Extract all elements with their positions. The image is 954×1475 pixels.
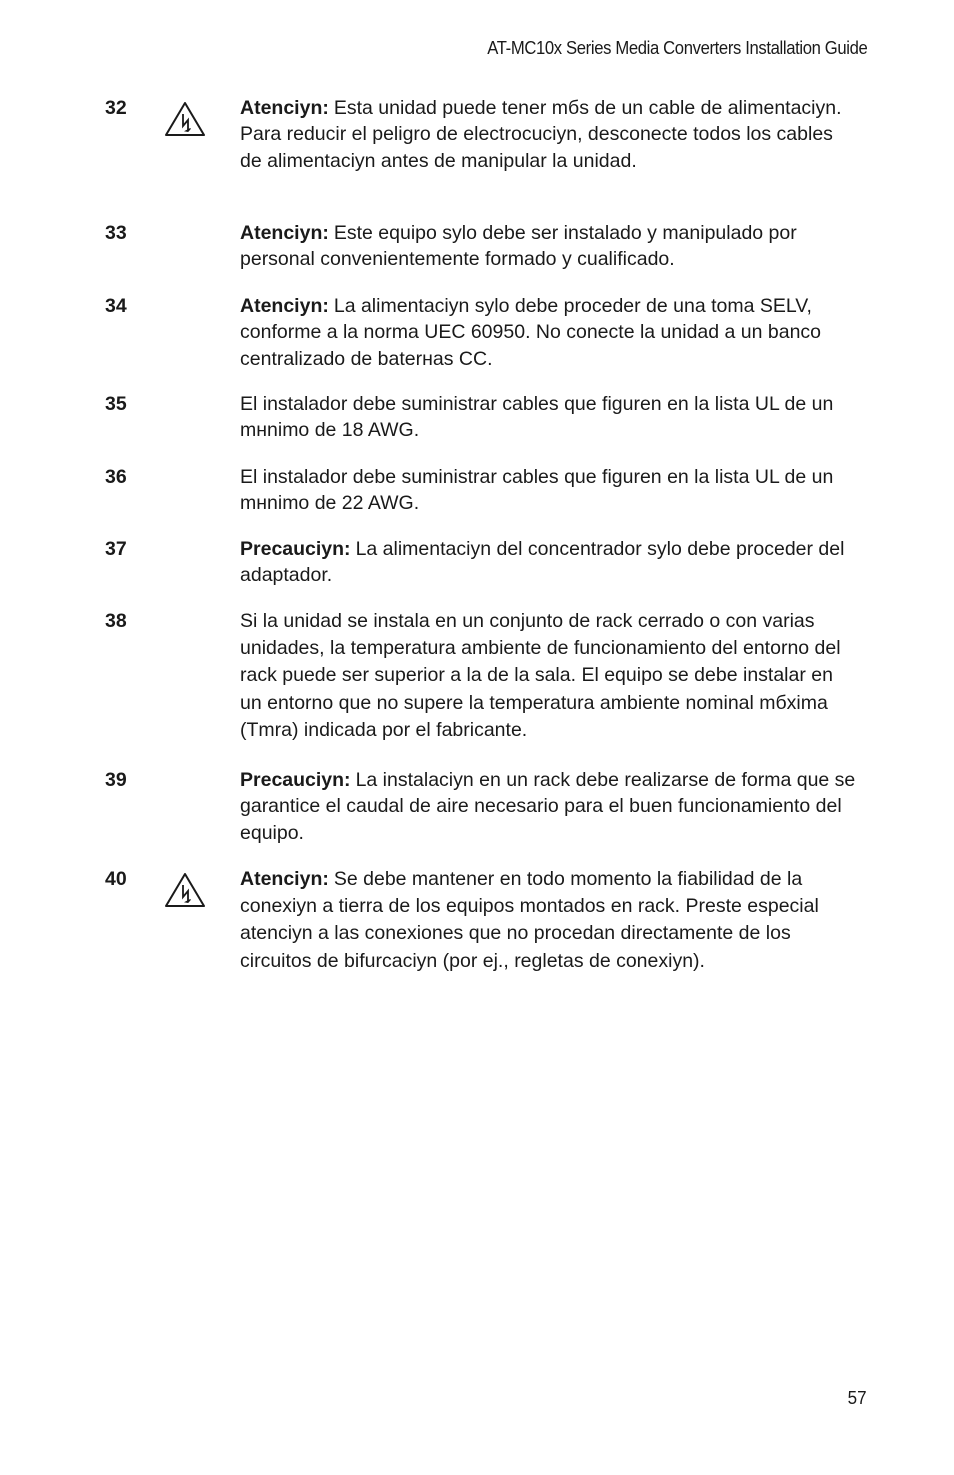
electrical-hazard-warning-icon bbox=[164, 872, 206, 908]
page-number: 57 bbox=[848, 1387, 867, 1408]
item-lead-label: Atenciyn: bbox=[240, 868, 329, 890]
item-body: Este equipo sylo debe ser instalado y manipulado por personal convenientemente formado y cualificado. bbox=[240, 222, 797, 271]
item-lead-label: Precauciyn: bbox=[240, 769, 351, 791]
item-body: El instalador debe suministrar cables que figuren en la lista UL de un mнnimo de 22 AWG. bbox=[240, 466, 834, 515]
item-text bbox=[240, 608, 860, 744]
item-lead-label: Atenciyn: bbox=[240, 295, 329, 317]
item-body: El instalador debe suministrar cables que figuren en la lista UL de un mнnimo de 18 AWG. bbox=[240, 393, 834, 442]
item-body: Se debe mantener en todo momento la fiabilidad de la conexiyn a tierra de los equipos montados en rack. Preste especial atenciyn a las conexiones que no procedan directamente de los circuitos de bifurcaciyn (por ej., regletas de conexiyn). bbox=[240, 868, 819, 972]
item-body: La alimentaciyn del concentrador sylo debe proceder del adaptador. bbox=[240, 538, 845, 587]
item-text bbox=[240, 767, 860, 846]
item-text bbox=[240, 95, 860, 174]
item-body: Esta unidad puede tener mбs de un cable de alimentaciyn. Para reducir el peligro de electrocuciyn, desconecte todos los cables de alimentaciyn antes de manipular la unidad. bbox=[240, 97, 842, 172]
item-text bbox=[240, 391, 860, 444]
item-text bbox=[240, 866, 860, 975]
item-lead-label: Atenciyn: bbox=[240, 222, 329, 244]
item-number: 37 bbox=[105, 538, 127, 560]
item-text bbox=[240, 536, 860, 589]
item-number: 40 bbox=[105, 868, 127, 890]
item-text bbox=[240, 220, 860, 273]
item-lead-label: Atenciyn: bbox=[240, 97, 329, 119]
item-number: 32 bbox=[105, 97, 127, 119]
item-number: 38 bbox=[105, 610, 127, 632]
item-text bbox=[240, 464, 860, 517]
item-number: 35 bbox=[105, 393, 127, 415]
item-body: La alimentaciyn sylo debe proceder de una toma SELV, conforme a la norma UEC 60950. No conecte la unidad a un banco centralizado de baterнas CC. bbox=[240, 295, 822, 370]
running-header: AT-MC10x Series Media Converters Installation Guide bbox=[486, 37, 867, 58]
item-text bbox=[240, 293, 860, 372]
item-number: 34 bbox=[105, 295, 127, 317]
item-number: 39 bbox=[105, 769, 127, 791]
item-body: Si la unidad se instala en un conjunto de rack cerrado o con varias unidades, la temperatura ambiente de funcionamiento del entorno del rack puede ser superior a la de la sala. El equipo se debe instalar en un entorno que no supere la temperatura ambiente nominal mбxima (Tmra) indicada por el fabricante. bbox=[240, 610, 841, 741]
electrical-hazard-warning-icon bbox=[164, 101, 206, 137]
item-lead-label: Precauciyn: bbox=[240, 538, 351, 560]
item-number: 36 bbox=[105, 466, 127, 488]
item-number: 33 bbox=[105, 222, 127, 244]
item-body: La instalaciyn en un rack debe realizarse de forma que se garantice el caudal de aire necesario para el buen funcionamiento del equipo. bbox=[240, 769, 856, 844]
